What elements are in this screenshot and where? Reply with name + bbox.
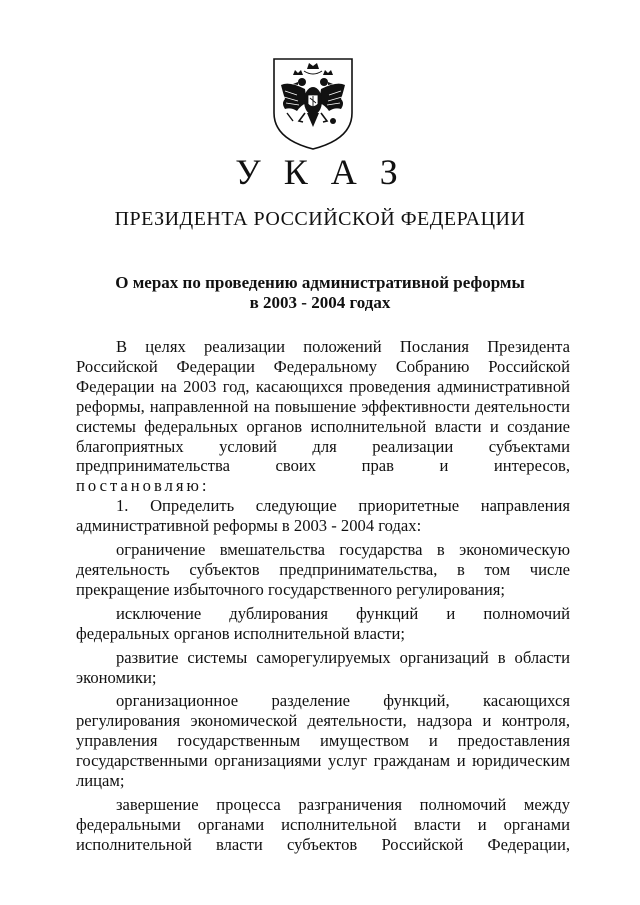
russian-coat-of-arms-icon (271, 55, 355, 151)
decree-heading-line-2: в 2003 - 2004 годах (249, 293, 391, 312)
direction-item: завершение процесса разграничения полномочий между федеральными органами исполнительной власти и органами исполнительной власти субъектов Российской Федерации, (76, 794, 570, 854)
document-type-title: У К А З (235, 152, 405, 192)
decree-body (76, 337, 570, 855)
issuer-subtitle: ПРЕЗИДЕНТА РОССИЙСКОЙ ФЕДЕРАЦИИ (114, 208, 526, 230)
direction-item: исключение дублирования функций и полномочий федеральных органов исполнительной власти; (76, 603, 570, 643)
decree-heading (100, 273, 540, 313)
direction-item: ограничение вмешательства государства в экономическую деятельность субъектов предпринимательства, в том числе прекращение избыточного государственного регулирования; (76, 540, 570, 599)
intro-paragraph: В целях реализации положений Послания Президента Российской Федерации Федеральному Собранию Российской Федерации на 2003 год, касающихся проведения административной реформы, направленной на повышение эффективности деятельности системы федеральных органов исполнительной власти и создание благоприятных условий для реализации субъектами предпринимательства своих прав и интересов, (76, 337, 570, 476)
decree-heading-line-1: О мерах по проведению административной реформы (115, 273, 525, 292)
direction-item: организационное разделение функций, касающихся регулирования экономической деятельности, надзора и контроля, управления государственным имуществом и предоставления государственными организациями услуг гражданам и юридическим лицам; (76, 691, 570, 791)
direction-item: развитие системы саморегулируемых организаций в области экономики; (76, 647, 570, 687)
item-1-paragraph: 1. Определить следующие приоритетные направления административной реформы в 2003 - 2004 годах: (76, 496, 570, 536)
decree-word: постановляю: (76, 476, 210, 496)
